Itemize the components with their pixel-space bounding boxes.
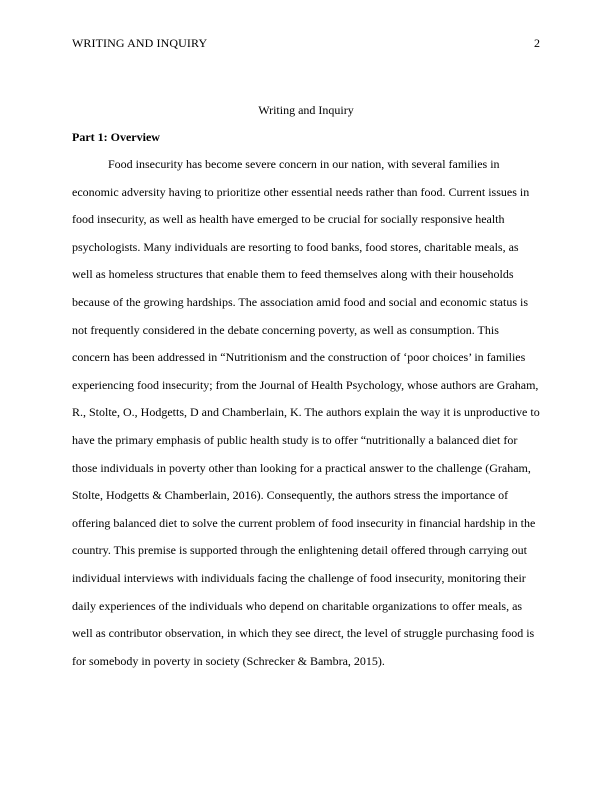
paragraph-line: offering balanced diet to solve the current problem of food insecurity in financial hardship in the bbox=[72, 515, 536, 530]
paragraph-line: R., Stolte, O., Hodgetts, D and Chamberlain, K. The authors explain the way it is unproductive to bbox=[72, 405, 540, 420]
section-heading: Part 1: Overview bbox=[72, 130, 160, 144]
paragraph-line: Food insecurity has become severe concern in our nation, with several families in bbox=[108, 157, 500, 171]
paragraph-line: those individuals in poverty other than looking for a practical answer to the challenge (Graham, bbox=[72, 460, 531, 475]
paragraph-line: psychologists. Many individuals are resorting to food banks, food stores, charitable meals, as bbox=[72, 239, 519, 254]
paragraph-line: individual interviews with individuals facing the challenge of food insecurity, monitoring their bbox=[72, 570, 526, 585]
paragraph-line: for somebody in poverty in society (Schrecker & Bambra, 2015). bbox=[72, 653, 385, 668]
paragraph-line: well as contributor observation, in which they see direct, the level of struggle purchasing food is bbox=[72, 626, 535, 641]
paragraph-line: food insecurity, as well as health have emerged to be crucial for socially responsive health bbox=[72, 212, 505, 227]
paragraph-line: economic adversity having to prioritize other essential needs rather than food. Current issues in bbox=[72, 184, 530, 199]
paragraph-line: concern has been addressed in “Nutritionism and the construction of ‘poor choices’ in families bbox=[72, 350, 526, 365]
paragraph-line: have the primary emphasis of public health study is to offer “nutritionally a balanced diet for bbox=[72, 432, 518, 447]
body-paragraph bbox=[72, 157, 542, 681]
paragraph-line: well as homeless structures that enable them to feed themselves along with their households bbox=[72, 267, 514, 282]
running-head: WRITING AND INQUIRY bbox=[72, 36, 208, 50]
paragraph-line: experiencing food insecurity; from the Journal of Health Psychology, whose authors are Graham, bbox=[72, 377, 539, 392]
paragraph-line: because of the growing hardships. The association amid food and social and economic status is bbox=[72, 294, 528, 309]
paragraph-line: not frequently considered in the debate concerning poverty, as well as consumption. This bbox=[72, 322, 499, 337]
paragraph-line: daily experiences of the individuals who depend on charitable organizations to offer meals, as bbox=[72, 598, 523, 613]
paragraph-line: Stolte, Hodgetts & Chamberlain, 2016). Consequently, the authors stress the importance of bbox=[72, 488, 509, 503]
document-title: Writing and Inquiry bbox=[258, 103, 354, 117]
paragraph-line: country. This premise is supported through the enlightening detail offered through carrying out bbox=[72, 543, 528, 558]
page-number: 2 bbox=[534, 36, 540, 50]
